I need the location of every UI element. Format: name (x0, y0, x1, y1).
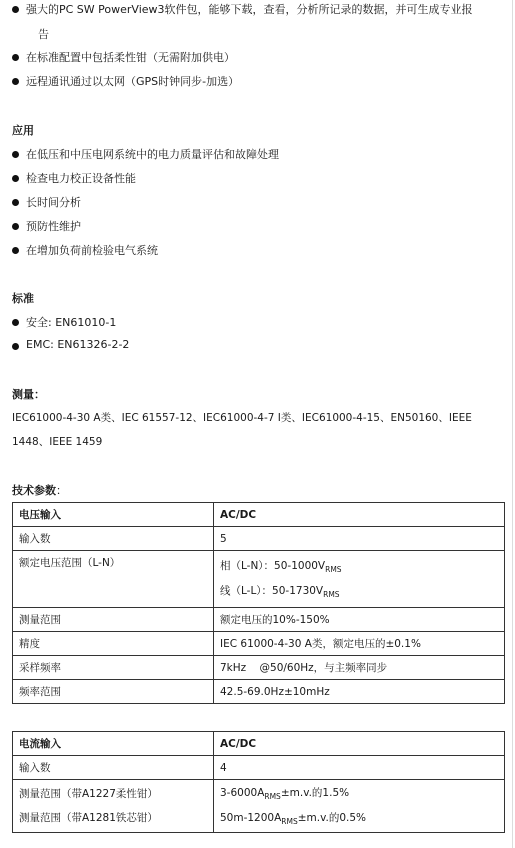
bullet-icon (12, 343, 19, 350)
table-header-cell: 电流输入 (13, 732, 214, 756)
measurement-standards-line2: 1448、IEEE 1459 (12, 436, 103, 448)
table-cell: 5 (214, 527, 505, 551)
table-cell: 4 (214, 756, 505, 780)
table-cell: 测量范围 (13, 608, 214, 632)
application-item-2: 检查电力校正设备性能 (26, 172, 136, 185)
bullet-icon (12, 247, 19, 254)
voltage-range-line-value: 线（L-L）：50-1730V (220, 585, 324, 597)
voltage-range-line (220, 579, 498, 604)
feature-item-1-line1: 强大的PC SW PowerView3软件包，能够下载，查看，分析所记录的数据，并可生成专业报 (26, 3, 473, 16)
bullet-icon (12, 319, 19, 326)
table-row (13, 503, 505, 527)
table-cell: 输入数 (13, 527, 214, 551)
measurement-heading: 测量： (12, 388, 45, 401)
range-a1281-label: 测量范围（带A1281铁芯钳） (19, 812, 158, 824)
table-cell: 额定电压的10%-150% (214, 608, 505, 632)
table-row (13, 656, 505, 680)
table-cell: 采样频率 (13, 656, 214, 680)
bullet-icon (12, 199, 19, 206)
table-cell (214, 780, 505, 833)
table-cell (13, 780, 214, 833)
table-cell: 42.5-69.0Hz±10mHz (214, 680, 505, 704)
standard-item-1: 安全: EN61010-1 (26, 316, 117, 329)
table-cell: 输入数 (13, 756, 214, 780)
tech-params-heading-colon: ： (56, 484, 67, 497)
measurement-standards-line1: IEC61000-4-30 A类、IEC 61557-12、IEC61000-4-7 I类、IEC61000-4-15、EN50160、IEEE (12, 412, 472, 424)
application-item-4: 预防性维护 (26, 220, 81, 233)
table-cell: 额定电压范围（L-N） (13, 551, 214, 608)
range-a1227-value-accuracy: ±m.v.的1.5% (280, 787, 350, 799)
rms-subscript: RMS (281, 817, 298, 826)
bullet-icon (12, 175, 19, 182)
bullet-icon (12, 78, 19, 85)
voltage-range-phase (220, 554, 498, 579)
bullet-icon (12, 223, 19, 230)
table-row (13, 756, 505, 780)
voltage-range-phase-value: 相（L-N）：50-1000V (220, 560, 326, 572)
table-cell: 精度 (13, 632, 214, 656)
bullet-icon (12, 54, 19, 61)
table-row (13, 780, 505, 833)
range-a1281-value-main: 50m-1200A (220, 812, 282, 824)
table-row (13, 527, 505, 551)
rms-subscript: RMS (325, 565, 342, 574)
range-a1227-label: 测量范围（带A1227柔性钳） (19, 788, 158, 800)
standard-item-2: EMC: EN61326-2-2 (26, 338, 130, 351)
table-row (13, 632, 505, 656)
bullet-icon (12, 6, 19, 13)
tech-params-heading-text: 技术参数 (12, 484, 56, 497)
bullet-icon (12, 151, 19, 158)
application-item-3: 长时间分析 (26, 196, 81, 209)
table-row (13, 551, 505, 608)
range-a1227-value-main: 3-6000A (220, 787, 265, 799)
table-cell: IEC 61000-4-30 A类，额定电压的±0.1% (214, 632, 505, 656)
table-cell (214, 551, 505, 608)
table-row (13, 732, 505, 756)
table-cell: 7kHz @50/60Hz，与主频率同步 (214, 656, 505, 680)
application-item-1: 在低压和中压电网系统中的电力质量评估和故障处理 (26, 148, 279, 161)
rms-subscript: RMS (264, 792, 281, 801)
range-a1281-value-accuracy: ±m.v.的0.5% (297, 812, 367, 824)
table-header-cell: 电压输入 (13, 503, 214, 527)
feature-item-2: 在标准配置中包括柔性钳（无需附加供电） (26, 51, 235, 64)
rms-subscript: RMS (323, 590, 340, 599)
tech-params-heading (12, 482, 67, 498)
table-header-cell: AC/DC (214, 732, 505, 756)
range-a1281-value (220, 806, 498, 831)
table-cell: 频率范围 (13, 680, 214, 704)
table-header-cell: AC/DC (214, 503, 505, 527)
applications-heading: 应用 (12, 124, 34, 137)
application-item-5: 在增加负荷前检验电气系统 (26, 244, 158, 257)
table-row (13, 680, 505, 704)
feature-item-3: 远程通讯通过以太网（GPS时钟同步-加选） (26, 75, 240, 88)
range-a1227-value (220, 781, 498, 806)
page-right-border (512, 0, 513, 848)
current-input-table (12, 731, 505, 833)
table-row (13, 608, 505, 632)
feature-item-1-line2: 告 (38, 28, 49, 41)
standards-heading: 标准 (12, 292, 34, 305)
voltage-input-table (12, 502, 505, 704)
